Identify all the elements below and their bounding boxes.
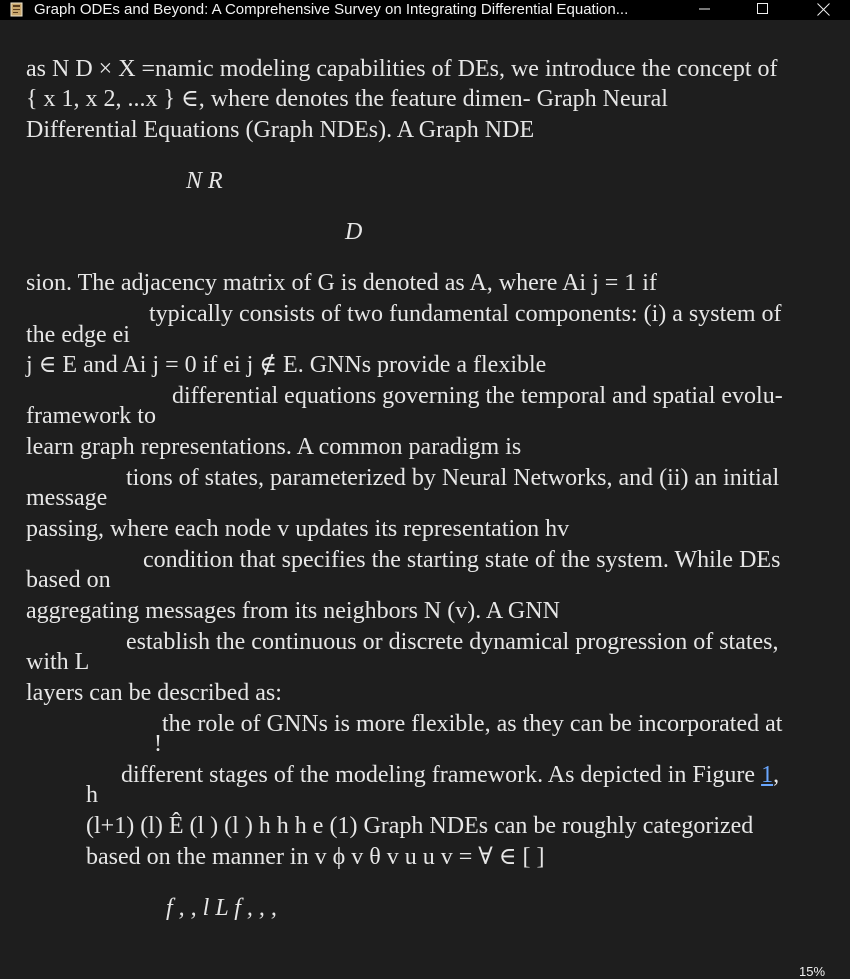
- window-title: Graph ODEs and Beyond: A Comprehensive Survey on Integrating Differential Equation...: [34, 1, 629, 18]
- text-line: learn graph representations. A common paradigm is: [26, 434, 522, 460]
- math-fragment: !: [154, 731, 162, 757]
- text-line: the edge ei: [26, 322, 130, 348]
- text-line: framework to: [26, 403, 156, 429]
- app-icon: [10, 2, 24, 17]
- text-line: establish the continuous or discrete dynamical progression of states,: [126, 629, 779, 655]
- math-fragment: f , , l L f , , ,: [166, 895, 277, 921]
- text-line: message: [26, 485, 108, 511]
- figure-link[interactable]: 1: [761, 762, 774, 788]
- minimize-icon: [699, 3, 711, 15]
- text-line: with L: [26, 649, 90, 675]
- text-line: based on: [26, 567, 111, 593]
- math-fragment: N R: [186, 168, 223, 194]
- text-line: passing, where each node v updates its representation hv: [26, 516, 570, 542]
- text-line: sion. The adjacency matrix of G is denoted as A, where Ai j = 1 if: [26, 270, 657, 296]
- text-line: Differential Equations (Graph NDEs). A Graph NDE: [26, 117, 535, 143]
- text-line: as N D × X =namic modeling capabilities of DEs, we introduce the concept of: [26, 56, 778, 82]
- math-fragment: D: [345, 219, 363, 245]
- text-fragment: ,: [773, 762, 780, 788]
- text-line: aggregating messages from its neighbors N (v). A GNN: [26, 598, 560, 624]
- text-line: typically consists of two fundamental components: (i) a system of: [149, 301, 782, 327]
- text-line: j ∈ E and Ai j = 0 if ei j ∉ E. GNNs provide a flexible: [26, 352, 547, 378]
- text-line: (l+1) (l) Ê (l ) (l ) h h h e (1) Graph NDEs can be roughly categorized: [86, 813, 754, 839]
- text-line: condition that specifies the starting state of the system. While DEs: [143, 547, 781, 573]
- maximize-icon: [757, 3, 769, 15]
- document-page: [0, 20, 850, 979]
- maximize-button[interactable]: [740, 0, 786, 20]
- window-titlebar: [0, 0, 850, 20]
- minimize-button[interactable]: [682, 0, 728, 20]
- math-fragment: h: [86, 782, 98, 808]
- close-icon: [817, 3, 830, 16]
- close-button[interactable]: [800, 0, 846, 20]
- text-line: differential equations governing the temporal and spatial evolu-: [172, 383, 783, 409]
- text-line: layers can be described as:: [26, 680, 282, 706]
- text-line: [121, 761, 779, 789]
- text-line: { x 1, x 2, ...x } ∈, where denotes the feature dimen- Graph Neural: [26, 86, 668, 112]
- text-line: the role of GNNs is more flexible, as they can be incorporated at: [162, 711, 783, 737]
- text-fragment: different stages of the modeling framework. As depicted in Figure: [121, 762, 762, 788]
- text-line: tions of states, parameterized by Neural Networks, and (ii) an initial: [126, 465, 780, 491]
- zoom-level: 15%: [799, 964, 826, 979]
- text-line: based on the manner in v ϕ v θ v u u v = ∀ ∈ [ ]: [86, 844, 545, 870]
